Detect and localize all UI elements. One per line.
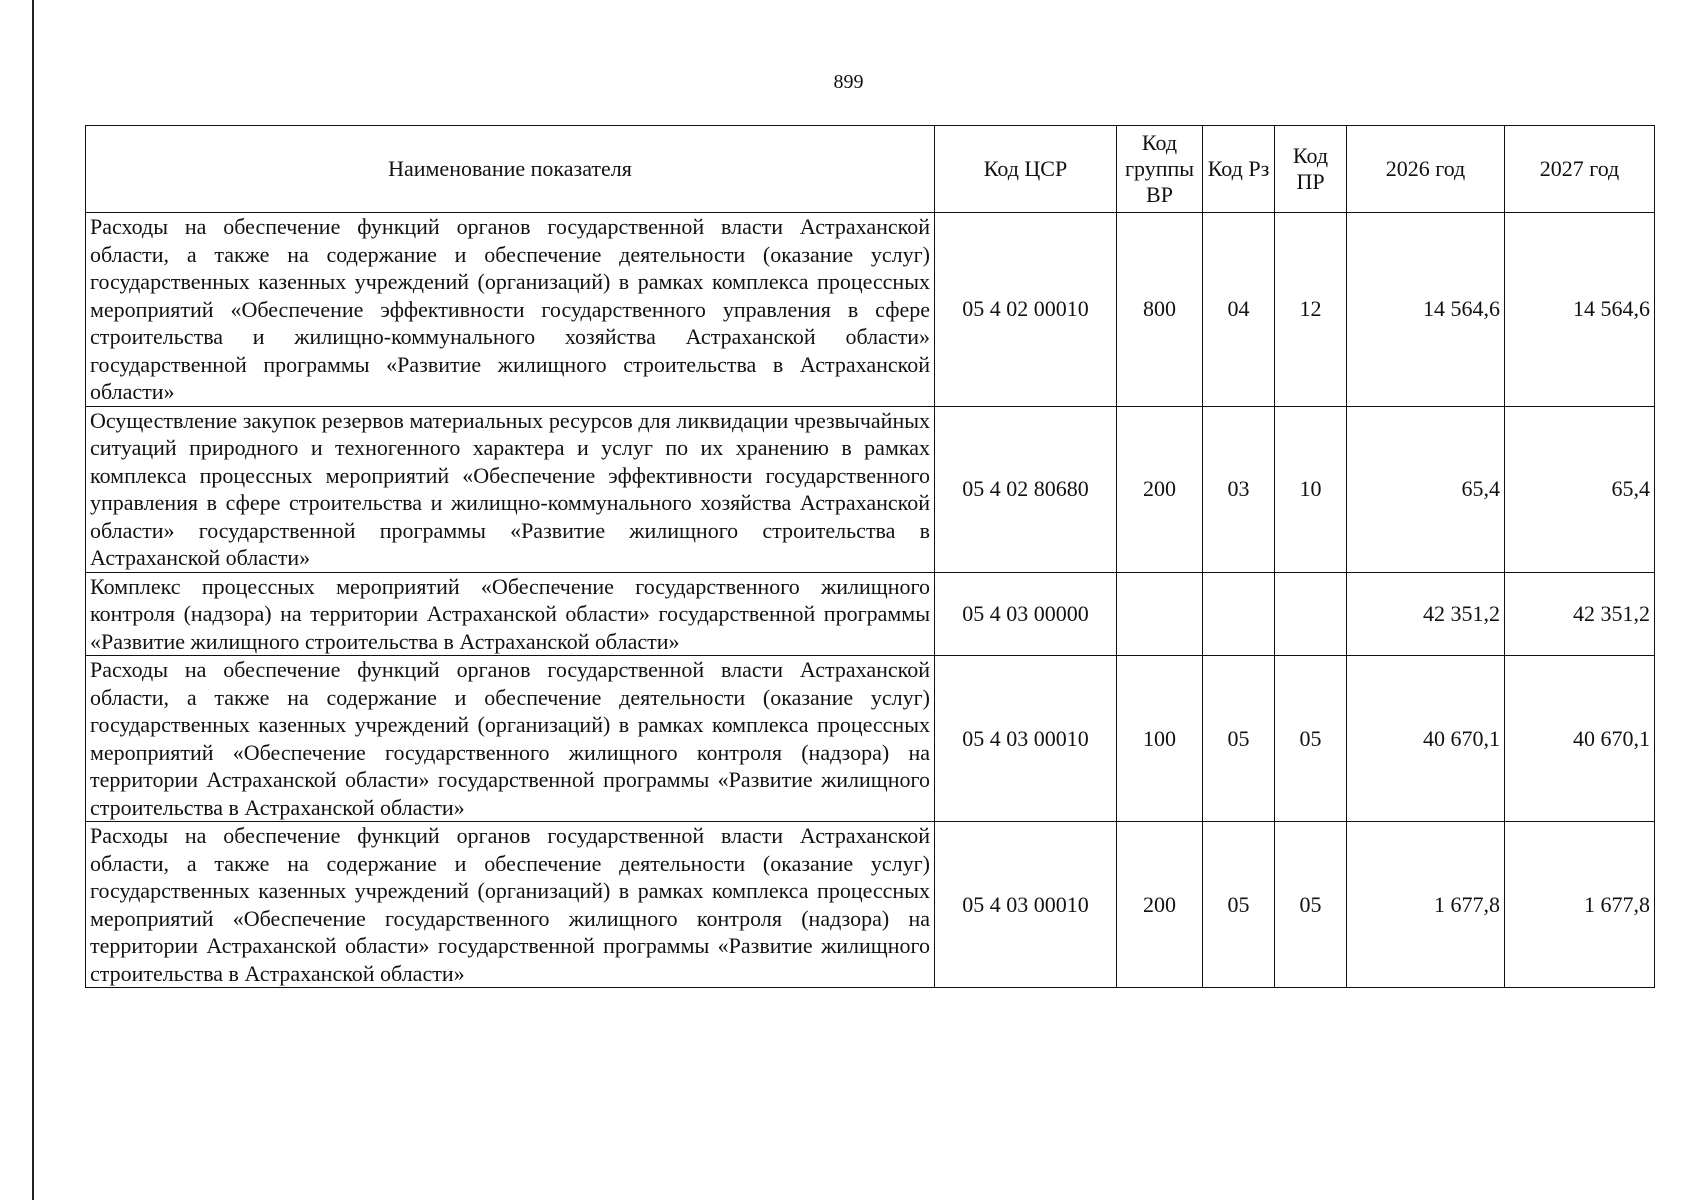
row-2027: 65,4 (1505, 406, 1655, 572)
table-row (86, 406, 1655, 572)
row-2027: 1 677,8 (1505, 822, 1655, 988)
row-vr: 200 (1117, 822, 1203, 988)
row-2026: 65,4 (1347, 406, 1505, 572)
header-2027: 2027 год (1505, 126, 1655, 213)
row-rz: 05 (1203, 822, 1275, 988)
row-vr (1117, 572, 1203, 656)
row-csr: 05 4 03 00010 (935, 656, 1117, 822)
header-vr: Код группы ВР (1117, 126, 1203, 213)
row-csr: 05 4 03 00010 (935, 822, 1117, 988)
row-2027: 14 564,6 (1505, 213, 1655, 407)
row-csr: 05 4 02 00010 (935, 213, 1117, 407)
header-pr: Код ПР (1275, 126, 1347, 213)
row-pr: 05 (1275, 822, 1347, 988)
row-csr: 05 4 03 00000 (935, 572, 1117, 656)
row-name: Расходы на обеспечение функций органов государственной власти Астраханской области, а также на содержание и обеспечение деятельности (оказание услуг) государственных казенных учреждений (организаций) в рамках комплекса процессных мероприятий «Обеспечение государственного жилищного контроля (надзора) на территории Астраханской области» государственной программы «Развитие жилищного строительства в Астраханской области» (86, 656, 935, 822)
row-2026: 14 564,6 (1347, 213, 1505, 407)
row-pr: 12 (1275, 213, 1347, 407)
row-pr: 10 (1275, 406, 1347, 572)
table-header-row (86, 126, 1655, 213)
row-csr: 05 4 02 80680 (935, 406, 1117, 572)
row-rz: 03 (1203, 406, 1275, 572)
row-2026: 42 351,2 (1347, 572, 1505, 656)
row-rz: 05 (1203, 656, 1275, 822)
row-2026: 40 670,1 (1347, 656, 1505, 822)
row-vr: 100 (1117, 656, 1203, 822)
row-2027: 42 351,2 (1505, 572, 1655, 656)
row-name: Расходы на обеспечение функций органов государственной власти Астраханской области, а также на содержание и обеспечение деятельности (оказание услуг) государственных казенных учреждений (организаций) в рамках комплекса процессных мероприятий «Обеспечение эффективности государственного управления в сфере строительства и жилищно-коммунального хозяйства Астраханской области» государственной программы «Развитие жилищного строительства в Астраханской области» (86, 213, 935, 407)
table-row (86, 572, 1655, 656)
page-number: 899 (833, 71, 864, 93)
scan-margin-line (32, 0, 34, 1200)
header-csr: Код ЦСР (935, 126, 1117, 213)
row-rz: 04 (1203, 213, 1275, 407)
header-name: Наименование показателя (86, 126, 935, 213)
row-name: Осуществление закупок резервов материальных ресурсов для ликвидации чрезвычайных ситуаций природного и техногенного характера и услуг по их хранению в рамках комплекса процессных мероприятий «Обеспечение эффективности государственного управления в сфере строительства и жилищно-коммунального хозяйства Астраханской области» государственной программы «Развитие жилищного строительства в Астраханской области» (86, 406, 935, 572)
row-vr: 800 (1117, 213, 1203, 407)
row-rz (1203, 572, 1275, 656)
header-2026: 2026 год (1347, 126, 1505, 213)
row-pr: 05 (1275, 656, 1347, 822)
table-row (86, 213, 1655, 407)
row-name: Комплекс процессных мероприятий «Обеспечение государственного жилищного контроля (надзора) на территории Астраханской области» государственной программы «Развитие жилищного строительства в Астраханской области» (86, 572, 935, 656)
table-row (86, 656, 1655, 822)
budget-table (85, 125, 1655, 988)
header-rz: Код Рз (1203, 126, 1275, 213)
table-row (86, 822, 1655, 988)
row-2026: 1 677,8 (1347, 822, 1505, 988)
row-pr (1275, 572, 1347, 656)
row-vr: 200 (1117, 406, 1203, 572)
row-2027: 40 670,1 (1505, 656, 1655, 822)
row-name: Расходы на обеспечение функций органов государственной власти Астраханской области, а также на содержание и обеспечение деятельности (оказание услуг) государственных казенных учреждений (организаций) в рамках комплекса процессных мероприятий «Обеспечение государственного жилищного контроля (надзора) на территории Астраханской области» государственной программы «Развитие жилищного строительства в Астраханской области» (86, 822, 935, 988)
